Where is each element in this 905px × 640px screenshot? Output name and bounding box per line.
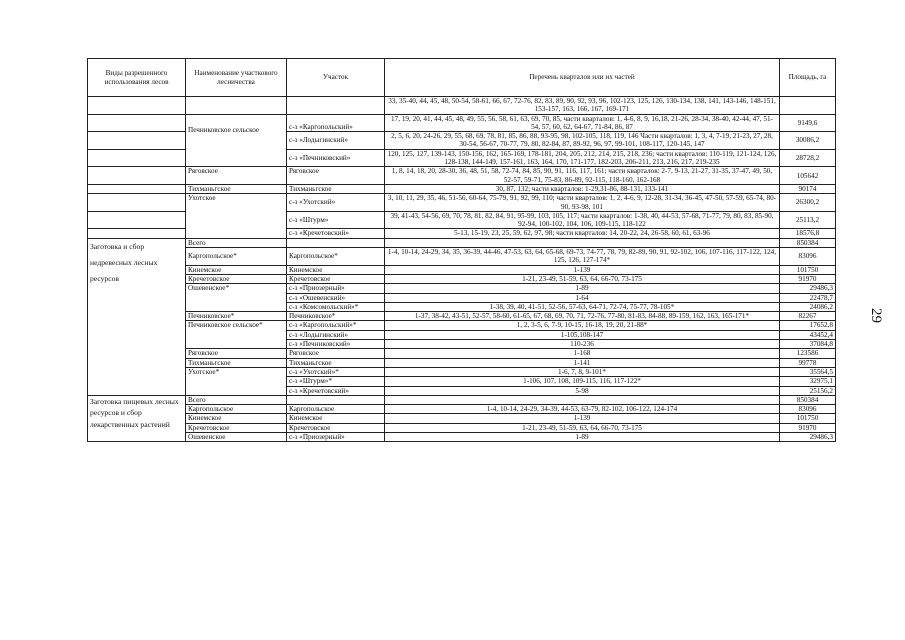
- forestry-cell: Кинемское: [186, 265, 287, 274]
- header-use: Виды разрешенного использования лесов: [88, 59, 186, 97]
- area-cell: 101750: [780, 265, 836, 274]
- table-row: [88, 194, 836, 212]
- area-cell: 30086,2: [780, 132, 836, 150]
- quarters-cell: 5-98: [385, 386, 780, 395]
- forestry-cell: [186, 114, 287, 167]
- quarters-cell: 30, 87, 132; части кварталов: 1-29,31-86, 88-131, 133-141: [385, 184, 780, 193]
- table-row: [88, 167, 836, 185]
- plot-cell: Каргопольское*: [287, 248, 385, 266]
- quarters-cell: 1-4, 10-14, 24-29, 34-39, 44-53, 63-79, 82-102, 106-122, 124-174: [385, 405, 780, 414]
- plot-cell: с-з «Лодыгинский»: [287, 330, 385, 339]
- table-row: [88, 405, 836, 414]
- plot-cell: с-з «Штурм»*: [287, 377, 385, 386]
- plot-cell: Кречетовское: [287, 274, 385, 283]
- use-category-cell: Заготовка пищевых лесных ресурсов и сбор лекарственных растений: [88, 395, 186, 441]
- area-cell: 101750: [780, 414, 836, 423]
- page-number: 29: [868, 308, 884, 323]
- plot-cell: с-з «Каргопольский»: [287, 114, 385, 132]
- forestry-cell: Кинемское: [186, 414, 287, 423]
- quarters-cell: [385, 395, 780, 404]
- area-cell: 29486,3: [780, 432, 836, 441]
- area-cell: 28728,2: [780, 149, 836, 167]
- area-cell: 18576,8: [780, 229, 836, 238]
- table-row: [88, 274, 836, 283]
- area-cell: 9149,6: [780, 114, 836, 132]
- quarters-cell: 1-168: [385, 349, 780, 358]
- area-cell: 29486,3: [780, 284, 836, 293]
- forestry-cell: Ряговское: [186, 349, 287, 358]
- area-cell: 91970: [780, 274, 836, 283]
- forestry-cell: Ошевенское*: [186, 284, 287, 312]
- table-row: [88, 184, 836, 193]
- forestry-cell: Ряговское: [186, 167, 287, 185]
- area-cell: 99778: [780, 358, 836, 367]
- quarters-cell: 39, 41-43, 54-56, 69, 70, 78, 81, 82, 84, 91, 95-99, 103, 105, 117; части кварталов: 1-38, 40, 44-53, 57-68, 71-77, 79, 80, 83, 85-90, 92-94, 100-102, 104, 106, 109-115, 118-122: [385, 211, 780, 229]
- plot-cell: с-з «Ошевенский»: [287, 293, 385, 302]
- use-category-cell: Заготовка и сбор недревесных лесных ресурсов: [88, 238, 186, 395]
- table-row: [88, 358, 836, 367]
- quarters-cell: [385, 238, 780, 247]
- area-cell: 26300,2: [780, 194, 836, 212]
- table-row: [88, 423, 836, 432]
- area-cell: [780, 97, 836, 115]
- quarters-cell: 1-89: [385, 284, 780, 293]
- table-row: [88, 395, 836, 404]
- quarters-cell: 1-139: [385, 265, 780, 274]
- table-row: [88, 414, 836, 423]
- area-cell: 850384: [780, 395, 836, 404]
- plot-cell: Кинемское: [287, 265, 385, 274]
- plot-cell: с-з «Приозерный»: [287, 284, 385, 293]
- quarters-cell: 1-139: [385, 414, 780, 423]
- forestry-cell: [186, 97, 287, 115]
- forest-use-table: [87, 58, 836, 442]
- quarters-cell: 1-106, 107, 108, 109-115, 116, 117-122*: [385, 377, 780, 386]
- plot-cell: с-з «Печниковский»: [287, 149, 385, 167]
- plot-cell: с-з «Кречетовский»: [287, 229, 385, 238]
- forestry-cell: Ошевенское: [186, 432, 287, 441]
- area-cell: 25113,2: [780, 211, 836, 229]
- quarters-cell: 110-236: [385, 340, 780, 349]
- quarters-cell: 1-4, 10-14, 24-29, 34, 35, 36-39, 44-46, 47-53, 63, 64, 65-68, 69-73, 74-77, 78, 79, 82-89, 90, 91, 92-102, 106, 107-116, 117-122, 124, 125, 126, 127-174*: [385, 248, 780, 266]
- header-forestry: Наименование участкового лесничества: [186, 59, 287, 97]
- plot-cell: [287, 395, 385, 404]
- header-area: Площадь, га: [780, 59, 836, 97]
- table-row: [88, 367, 836, 376]
- plot-cell: Тихманьгское: [287, 358, 385, 367]
- plot-cell: [287, 97, 385, 115]
- table-row: [88, 248, 836, 266]
- quarters-cell: 1-105,108-147: [385, 330, 780, 339]
- use-cell: [88, 167, 186, 185]
- use-cell: [88, 97, 186, 115]
- area-cell: 32975,1: [780, 377, 836, 386]
- plot-cell: [287, 238, 385, 247]
- forestry-cell: Печниковское сельское*: [186, 321, 287, 349]
- area-cell: 17652,8: [780, 321, 836, 330]
- table-row: [88, 265, 836, 274]
- plot-cell: с-з «Кречетовский»: [287, 386, 385, 395]
- area-cell: 90174: [780, 184, 836, 193]
- forestry-label: Печниковское сельское: [188, 125, 260, 134]
- forestry-cell: Каргопольское: [186, 405, 287, 414]
- quarters-cell: 33, 35-40, 44, 45, 48, 50-54, 58-61, 66, 67, 72-76, 82, 83, 89, 90, 92, 93, 96, 102-123, 125, 126, 130-134, 138, 141, 143-146, 148-151, 153-157, 163, 166, 167, 169-171: [385, 97, 780, 115]
- quarters-cell: 1-89: [385, 432, 780, 441]
- forestry-cell: Тихманьгское: [186, 358, 287, 367]
- forestry-cell: Тихманьгское: [186, 184, 287, 193]
- area-cell: 43452,4: [780, 330, 836, 339]
- area-cell: 91970: [780, 423, 836, 432]
- area-cell: 850384: [780, 238, 836, 247]
- area-cell: 123586: [780, 349, 836, 358]
- quarters-cell: 1-21, 23-49, 51-59, 63, 64, 66-70, 73-175: [385, 423, 780, 432]
- plot-cell: с-з «Штурм»: [287, 211, 385, 229]
- table-row: [88, 432, 836, 441]
- quarters-cell: 1-141: [385, 358, 780, 367]
- use-cell: [88, 132, 186, 150]
- use-cell: [88, 229, 186, 238]
- table-header-row: [88, 59, 836, 97]
- plot-cell: Ряговское: [287, 167, 385, 185]
- quarters-cell: 1-21, 23-49, 51-59, 63, 64, 66-70, 73-175: [385, 274, 780, 283]
- area-cell: 82267: [780, 312, 836, 321]
- table-row: [88, 114, 836, 132]
- plot-cell: Каргопольское: [287, 405, 385, 414]
- quarters-cell: 120, 125, 127, 139-143, 150-156, 162, 165-169, 178-181, 204, 205, 212, 214, 215, 218, 236; части кварталов: 110-119, 121-124, 126, 128-138, 144-149, 157-161, 163, 164, 170, 171-177, 182-203, 206-211, 213, 216, 217, 219-235: [385, 149, 780, 167]
- table-row: [88, 321, 836, 330]
- use-cell: [88, 114, 186, 132]
- forestry-cell: Всего: [186, 238, 287, 247]
- forestry-cell: Печниковское*: [186, 312, 287, 321]
- forestry-cell: Всего: [186, 395, 287, 404]
- plot-cell: с-з «Ухотский»: [287, 194, 385, 212]
- header-quarters: Перечень кварталов или их частей: [385, 59, 780, 97]
- plot-cell: с-з «Лодыгинский»: [287, 132, 385, 150]
- plot-cell: Тихманьгское: [287, 184, 385, 193]
- quarters-cell: 2, 5, 6, 20, 24-26, 29, 55, 68, 69, 78, 81, 85, 86, 88, 93-95, 98, 102-105, 118, 119, 146 Части кварталов: 1, 3, 4, 7-19, 21-23, 27, 28, 30-54, 56-67, 70-77, 79, 80, 82-84, 87, 89-92, 96, 97, 99-101, 108-117, 120-145, 147: [385, 132, 780, 150]
- area-cell: 105642: [780, 167, 836, 185]
- plot-cell: с-з «Каргопольский»*: [287, 321, 385, 330]
- table-row: [88, 312, 836, 321]
- table-row: [88, 238, 836, 247]
- area-cell: 37084,8: [780, 340, 836, 349]
- plot-cell: с-з «Комсомольский»*: [287, 302, 385, 311]
- quarters-cell: 1-6, 7, 8, 9-101*: [385, 367, 780, 376]
- plot-cell: Печниковское*: [287, 312, 385, 321]
- quarters-cell: 1-64: [385, 293, 780, 302]
- area-cell: 22478,7: [780, 293, 836, 302]
- use-cell: [88, 184, 186, 193]
- forestry-cell: Каргопольское*: [186, 248, 287, 266]
- plot-cell: Ряговское: [287, 349, 385, 358]
- table-row: [88, 97, 836, 115]
- plot-cell: с-з «Ухотский»*: [287, 367, 385, 376]
- forestry-cell: Кречетовское: [186, 423, 287, 432]
- plot-cell: Кречетовское: [287, 423, 385, 432]
- forestry-cell: Ухотское: [186, 194, 287, 238]
- use-cell: [88, 194, 186, 212]
- quarters-cell: 3, 10, 11, 29, 35, 46, 51-56, 60-64, 75-79, 91, 92, 99, 110; части кварталов: 1, 2, 4-6, 9, 12-28, 31-34, 36-45, 47-50, 57-59, 65-74, 80-90, 93-98, 101: [385, 194, 780, 212]
- area-cell: 83096: [780, 248, 836, 266]
- area-cell: 35564,5: [780, 367, 836, 376]
- quarters-cell: 1-38, 39, 40, 41-51, 52-56, 57-63, 64-71, 72-74, 75-77, 78-105*: [385, 302, 780, 311]
- plot-cell: с-з «Приозерный»: [287, 432, 385, 441]
- header-plot: Участок: [287, 59, 385, 97]
- use-cell: [88, 211, 186, 229]
- table-row: [88, 349, 836, 358]
- quarters-cell: 5-13, 15-19, 23, 25, 59, 62, 97, 98; части кварталов: 14, 20-22, 24, 26-58, 60, 61, 63-96: [385, 229, 780, 238]
- use-cell: [88, 149, 186, 167]
- plot-cell: Кинемское: [287, 414, 385, 423]
- quarters-cell: 17, 19, 20, 41, 44, 45, 48, 49, 55, 56, 58, 61, 63, 69, 70, 85, части кварталов: 1, 4-6, 8, 9, 16,18, 21-26, 28-34, 38-40, 42-44, 47, 51-54, 57, 60, 62, 64-67, 71-84, 86, 87: [385, 114, 780, 132]
- plot-cell: с-з «Печниковский»: [287, 340, 385, 349]
- quarters-cell: 1-37, 38-42, 43-51, 52-57, 58-60, 61-65, 67, 68, 69, 70, 71, 72-76, 77-80, 81-83, 84-88, 89-159, 162, 163, 165-171*: [385, 312, 780, 321]
- quarters-cell: 1, 8, 14, 18, 20, 28-30, 36, 48, 51, 58, 72-74, 84, 85, 90, 91, 116, 117, 161; части кварталов: 2-7, 9-13, 21-27, 31-35, 37-47, 49, 50, 52-57, 59-71, 75-83, 86-89, 92-115, 118-160, 162-168: [385, 167, 780, 185]
- area-cell: 25156,2: [780, 386, 836, 395]
- area-cell: 83096: [780, 405, 836, 414]
- quarters-cell: 1, 2, 3-5, 6, 7-9, 10-15, 16-18, 19, 20, 21-88*: [385, 321, 780, 330]
- forestry-cell: Ухотское*: [186, 367, 287, 395]
- forestry-cell: Кречетовское: [186, 274, 287, 283]
- table-row: [88, 284, 836, 293]
- area-cell: 24086,2: [780, 302, 836, 311]
